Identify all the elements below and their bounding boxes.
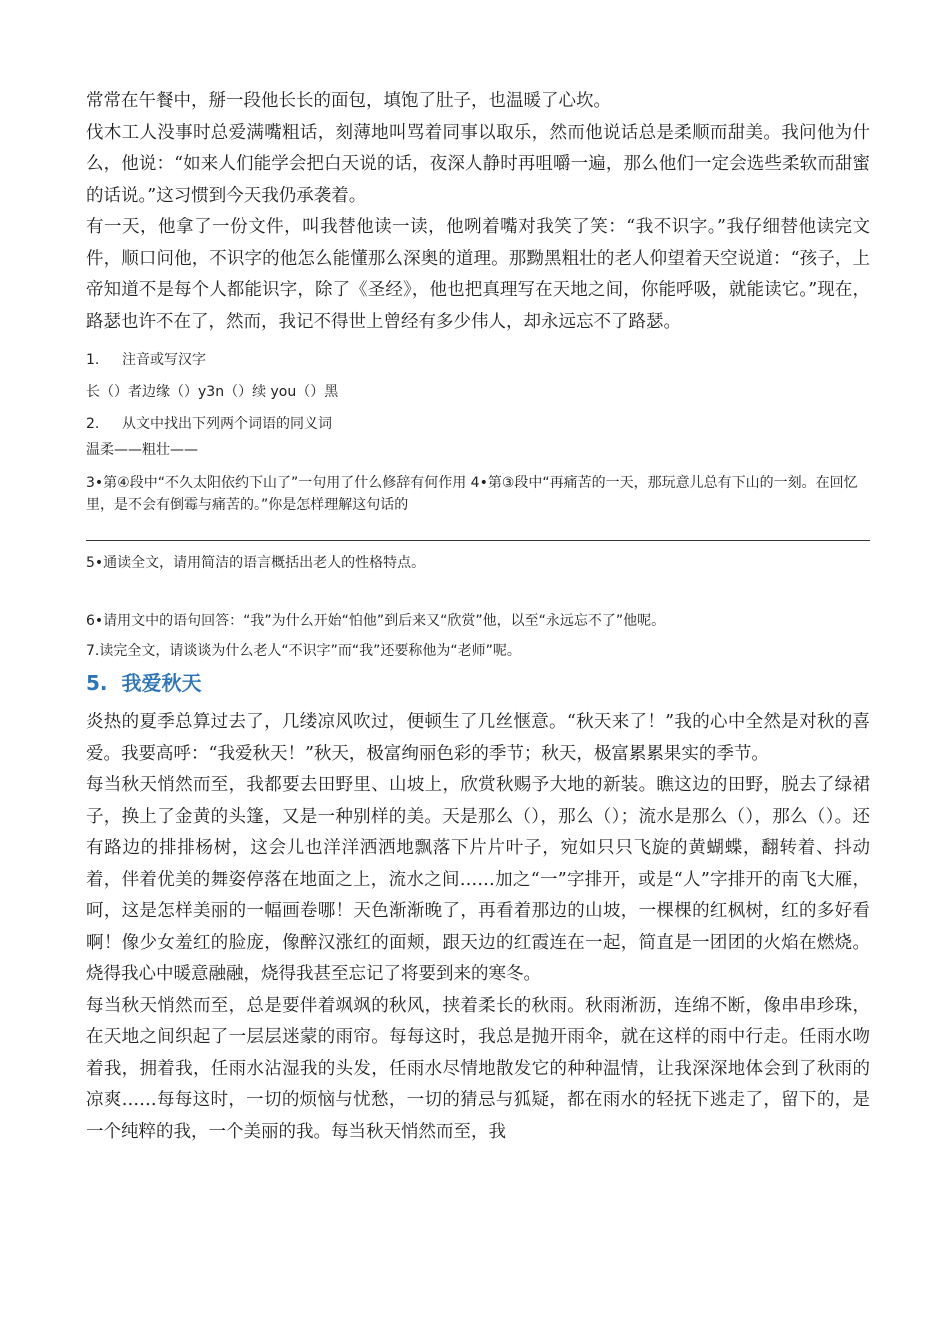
section-5-paragraph-2: 每当秋天悄然而至，我都要去田野里、山坡上，欣赏秋赐予大地的新装。瞧这边的田野，脱去了绿裙子，换上了金黄的头篷，又是一种别样的美。天是那么（），那么（）；流水是那么（），那么（）。还有路边的排排杨树，这会儿也洋洋洒洒地飘落下片片叶子，宛如只只飞旋的黄蝴蝶，翻转着、抖动着，伴着优美的舞姿停落在地面之上，流水之间……加之“一”字排开，或是“人”字排开的南飞大雁，呵，这是怎样美丽的一幅画卷哪！天色渐渐晚了，再看着那边的山坡，一棵棵的红枫树，红的多好看啊！像少女羞红的脸庞，像醉汉涨红的面颊，跟天边的红霞连在一起，简直是一团团的火焰在燃烧。烧得我心中暖意融融，烧得我甚至忘记了将要到来的寒冬。 [86, 775, 870, 984]
question-6: 6•请用文中的语句回答：“我”为什么开始“怕他”到后来又“欣赏”他，以至“永远忘不了”他呢。 [86, 613, 666, 629]
question-2-number: 2. [86, 416, 100, 432]
section-5-paragraph-1: 炎热的夏季总算过去了，几缕凉风吹过，便顿生了几丝惬意。“秋天来了！”我的心中全然是对秋的喜爱。我要高呼：“我爱秋天！”秋天，极富绚丽色彩的季节；秋天，极富累累果实的季节。 [86, 712, 870, 764]
question-1 [86, 350, 870, 370]
question-3-4: 3•第④段中“不久太阳依约下山了”一句用了什么修辞有何作用 4•第③段中“再痛苦的一天，那玩意儿总有下山的一刻。在回忆里，是不会有倒霉与痛苦的。”你是怎样理解这句话的 [86, 475, 858, 513]
story-paragraph-1: 常常在午餐中，掰一段他长长的面包，填饱了肚子，也温暖了心坎。 [86, 91, 611, 111]
story-paragraph-2: 伐木工人没事时总爱满嘴粗话，刻薄地叫骂着同事以取乐，然而他说话总是柔顺而甜美。我问他为什么，他说：“如来人们能学会把白天说的话，夜深人静时再咀嚼一遍，那么他们一定会选些柔软而甜蜜的话说。”这习惯到今天我仍承袭着。 [86, 122, 870, 206]
question-1-number: 1. [86, 352, 100, 368]
question-2-text: 从文中找出下列两个词语的同义词 [122, 416, 332, 432]
question-5: 5•通读全文，请用简洁的语言概括出老人的性格特点。 [86, 555, 426, 571]
section-5-title: 我爱秋天 [121, 671, 202, 695]
section-5-paragraph-3: 每当秋天悄然而至，总是要伴着飒飒的秋风，挟着柔长的秋雨。秋雨淅沥，连绵不断，像串串珍珠，在天地之间织起了一层层迷蒙的雨帘。每每这时，我总是抛开雨伞，就在这样的雨中行走。任雨水吻着我，拥着我，任雨水沾湿我的头发，任雨水尽情地散发它的种种温情，让我深深地体会到了秋雨的凉爽……每每这时，一切的烦恼与忧愁，一切的猜忌与狐疑，都在雨水的轻抚下逃走了，留下的，是一个纯粹的我，一个美丽的我。每当秋天悄然而至，我 [86, 995, 870, 1142]
document-page [86, 86, 870, 1148]
question-1-text: 注音或写汉字 [122, 352, 206, 368]
story-paragraph-3: 有一天，他拿了一份文件，叫我替他读一读，他咧着嘴对我笑了笑：“我不识字。”我仔细替他读完文件，顺口问他，不识字的他怎么能懂那么深奥的道理。那黝黑粗壮的老人仰望着天空说道：“孩子，上帝知道不是每个人都能识字，除了《圣经》，他也把真理写在天地之间，你能呼吸，就能读它。”现在，路瑟也许不在了，然而，我记不得世上曾经有多少伟人，却永远忘不了路瑟。 [86, 217, 870, 332]
question-2 [86, 414, 870, 434]
question-2-blanks: 温柔——粗壮—— [86, 442, 198, 458]
section-5-number: 5. [86, 671, 108, 695]
question-1-blanks: 长（）者边缘（）y3n（）续 you（）黑 [86, 384, 339, 400]
question-7: 7.读完全文，请谈谈为什么老人“不识字”而“我”还要称他为“老师”呢。 [86, 643, 521, 659]
section-5-heading [86, 669, 870, 697]
